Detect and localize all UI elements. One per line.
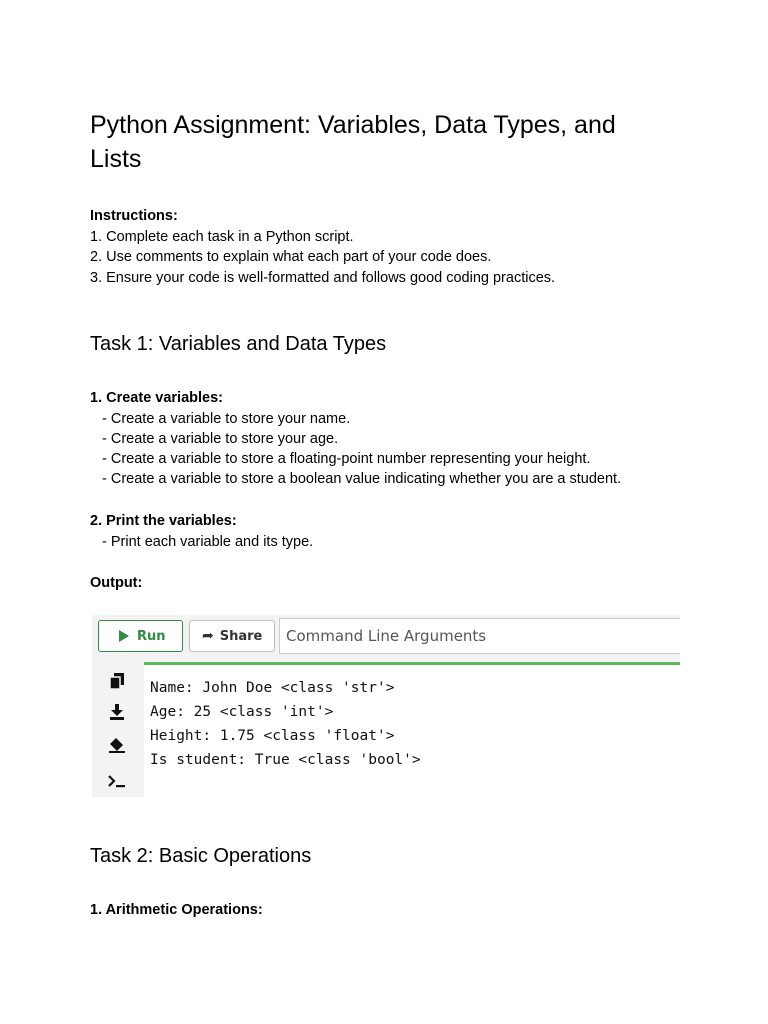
instruction-item: 2. Use comments to explain what each part of your code does. xyxy=(90,249,492,265)
run-button[interactable] xyxy=(98,620,183,652)
share-button-label: Share xyxy=(219,628,263,644)
run-button-label: Run xyxy=(137,628,166,644)
instructions-heading: Instructions: xyxy=(90,208,178,224)
command-line-arguments-input[interactable] xyxy=(279,618,680,654)
task1-step2-heading: 2. Print the variables: xyxy=(90,513,237,529)
download-icon[interactable] xyxy=(106,702,128,722)
output-line: Height: 1.75 <class 'float'> xyxy=(150,728,395,744)
output-console xyxy=(144,665,680,797)
task1-heading: Task 1: Variables and Data Types xyxy=(90,333,387,355)
task1-step1-heading: 1. Create variables: xyxy=(90,390,223,406)
task2-step1-heading: 1. Arithmetic Operations: xyxy=(90,902,263,918)
task1-step1-item: - Create a variable to store your age. xyxy=(102,431,339,447)
output-sidebar xyxy=(92,665,142,797)
output-line: Is student: True <class 'bool'> xyxy=(150,752,421,768)
play-icon xyxy=(119,630,129,642)
terminal-icon[interactable] xyxy=(106,771,128,791)
output-line: Age: 25 <class 'int'> xyxy=(150,704,334,720)
instruction-item: 1. Complete each task in a Python script. xyxy=(90,229,354,245)
task1-step1-item: - Create a variable to store your name. xyxy=(102,411,351,427)
task1-step1-item: - Create a variable to store a boolean value indicating whether you are a student. xyxy=(102,471,622,487)
copy-icon[interactable] xyxy=(106,671,128,691)
output-line: Name: John Doe <class 'str'> xyxy=(150,680,395,696)
task2-heading: Task 2: Basic Operations xyxy=(90,845,312,867)
page-title: Python Assignment: Variables, Data Types, and Lists xyxy=(90,111,616,173)
task1-step2-item: - Print each variable and its type. xyxy=(102,534,314,550)
task1-step1-item: - Create a variable to store a floating-point number representing your height. xyxy=(102,451,591,467)
runner-toolbar xyxy=(92,615,680,662)
share-button[interactable] xyxy=(189,620,275,652)
share-icon: ➦ xyxy=(202,628,214,644)
output-label: Output: xyxy=(90,575,143,591)
eraser-icon[interactable] xyxy=(106,735,128,755)
instruction-item: 3. Ensure your code is well-formatted and follows good coding practices. xyxy=(90,270,556,286)
code-runner xyxy=(92,615,680,797)
